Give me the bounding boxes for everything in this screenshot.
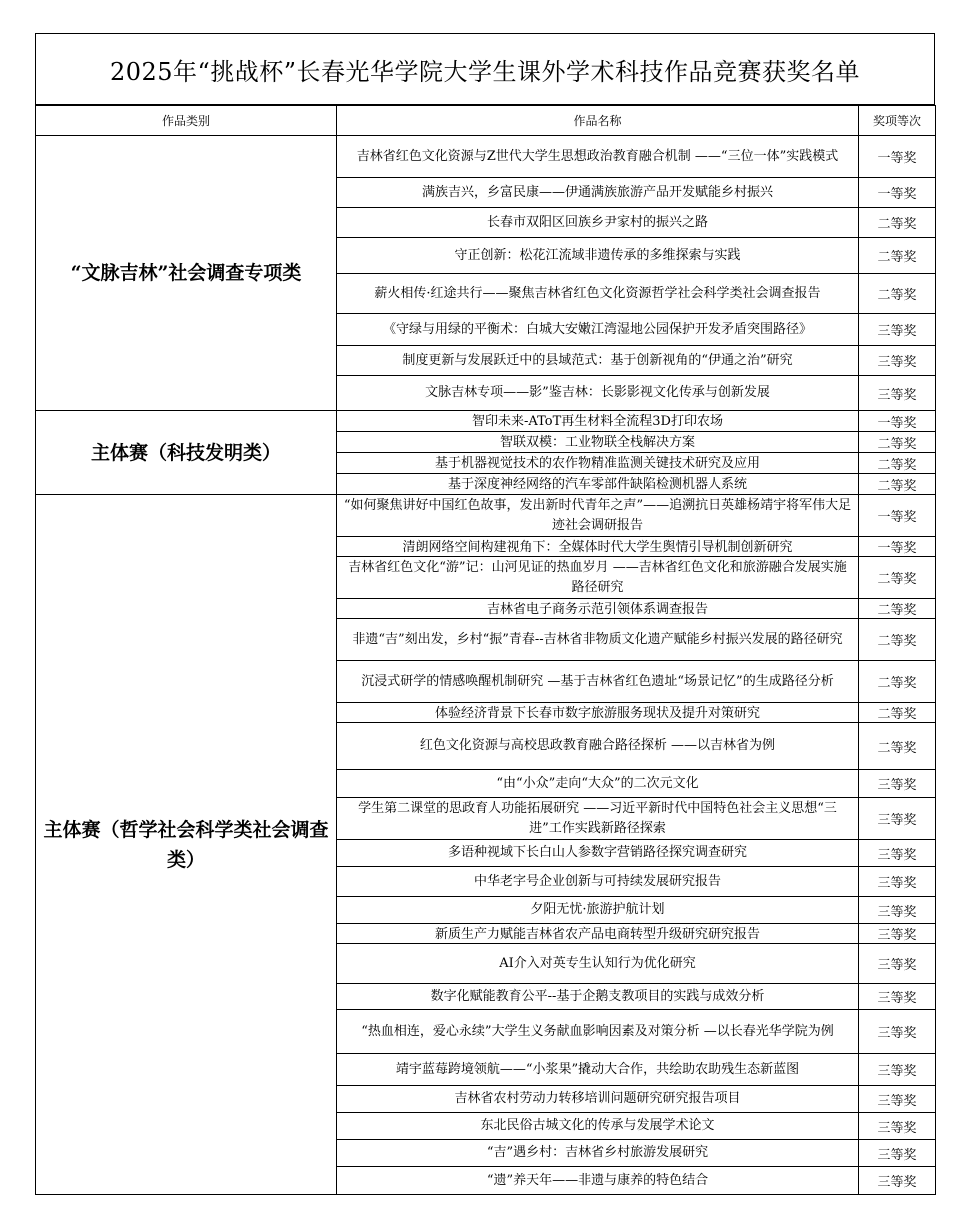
work-name-text: “如何聚焦讲好中国红色故事，发出新时代青年之声”——追溯抗日英雄杨靖宇将军伟大足迹社会调研报告 [343,497,852,533]
work-name-cell [337,432,859,453]
award-level-cell: 二等奖 [859,474,936,495]
award-level-cell: 三等奖 [859,924,936,944]
header-row [36,106,936,136]
award-level-cell: 三等奖 [859,944,936,984]
award-level-cell: 二等奖 [859,703,936,723]
table-row [36,411,936,432]
work-name-text: 东北民俗古城文化的传承与发展学术论文 [480,1118,715,1133]
work-name-text: 吉林省红色文化资源与Z世代大学生思想政治教育融合机制 ——“三位一体”实践模式 [356,148,839,164]
award-level-cell: 二等奖 [859,599,936,619]
award-level-cell: 二等奖 [859,661,936,703]
work-name-text: 长春市双阳区回族乡尹家村的振兴之路 [486,214,708,230]
award-table-body [36,136,936,1195]
award-list-sheet [35,33,935,1195]
work-name-text: 学生第二课堂的思政育人功能拓展研究 ——习近平新时代中国特色社会主义思想“三进”工作实践新路径探索 [358,800,837,836]
work-name-cell [337,274,859,314]
work-name-text: 多语种视域下长白山人参数字营销路径探究调查研究 [447,845,747,860]
work-name-cell [337,1113,859,1140]
work-name-cell [337,474,859,495]
award-level-cell: 三等奖 [859,770,936,798]
award-level-cell: 三等奖 [859,1086,936,1113]
award-level-cell: 三等奖 [859,1140,936,1167]
work-name-cell [337,897,859,924]
award-level-cell: 三等奖 [859,798,936,840]
work-name-cell [337,178,859,208]
work-name-text: 《守绿与用绿的平衡术：白城大安嫩江湾湿地公园保护开发矛盾突围路径》 [382,321,812,337]
award-level-cell: 二等奖 [859,208,936,238]
work-name-text: 新质生产力赋能吉林省农产品电商转型升级研究研究报告 [434,926,760,942]
work-name-cell [337,619,859,661]
award-level-cell: 三等奖 [859,840,936,867]
work-name-text: 数字化赋能教育公平--基于企鹅支教项目的实践与成效分析 [430,988,765,1004]
work-name-text: 红色文化资源与高校思政教育融合路径探析 ——以吉林省为例 [419,738,776,753]
header-category: 作品类别 [36,106,337,136]
work-name-text: “热血相连，爱心永续”大学生义务献血影响因素及对策分析 —以长春光华学院为例 [361,1023,834,1039]
header-work-name: 作品名称 [337,106,859,136]
award-level-cell: 三等奖 [859,376,936,411]
work-name-text: AI介入对英专生认知行为优化研究 [499,955,696,971]
work-name-text: 中华老字号企业创新与可持续发展研究报告 [473,873,721,889]
award-level-cell: 一等奖 [859,495,936,537]
work-name-cell [337,314,859,346]
category-cell: 主体赛（哲学社会科学类社会调查类） [36,495,337,1195]
work-name-text: 吉林省电子商务示范引领体系调查报告 [486,601,708,617]
award-level-cell: 二等奖 [859,238,936,274]
category-cell: “文脉吉林”社会调查专项类 [36,136,337,411]
work-name-text: 夕阳无忧·旅游护航计划 [530,902,665,917]
work-name-cell [337,1086,859,1113]
work-name-cell [337,557,859,599]
award-level-cell: 二等奖 [859,432,936,453]
award-level-cell: 三等奖 [859,1010,936,1054]
work-name-text: 非遗“吉”刻出发，乡村“振”青春--吉林省非物质文化遗产赋能乡村振兴发展的路径研究 [352,631,843,647]
award-table [35,105,936,1195]
work-name-text: 薪火相传·红途共行——聚焦吉林省红色文化资源哲学社会科学类社会调查报告 [374,285,821,301]
award-level-cell: 三等奖 [859,314,936,346]
work-name-cell [337,376,859,411]
award-level-cell: 二等奖 [859,453,936,474]
work-name-cell [337,661,859,703]
work-name-text: “遗”养天年——非遗与康养的特色结合 [486,1172,709,1188]
document-title: 2025年“挑战杯”长春光华学院大学生课外学术科技作品竞赛获奖名单 [35,33,935,105]
work-name-cell [337,723,859,770]
award-level-cell: 二等奖 [859,619,936,661]
award-level-cell: 三等奖 [859,984,936,1010]
award-level-cell: 一等奖 [859,178,936,208]
work-name-text: 基于机器视觉技术的农作物精准监测关键技术研究及应用 [434,455,760,471]
work-name-cell [337,453,859,474]
work-name-text: 吉林省红色文化“游”记：山河见证的热血岁月 ——吉林省红色文化和旅游融合发展实施路径研究 [348,559,847,595]
work-name-cell [337,1010,859,1054]
work-name-cell [337,599,859,619]
award-level-cell: 一等奖 [859,537,936,557]
work-name-text: 智联双模：工业物联全栈解决方案 [499,434,695,450]
work-name-cell [337,1054,859,1086]
work-name-text: “由“小众”走向“大众”的二次元文化 [496,775,699,791]
work-name-cell [337,867,859,897]
work-name-cell [337,924,859,944]
table-row [36,136,936,178]
work-name-cell [337,537,859,557]
work-name-text: 智印未来-AToT再生材料全流程3D打印农场 [472,413,723,429]
award-level-cell: 三等奖 [859,1113,936,1140]
award-level-cell: 三等奖 [859,897,936,924]
work-name-cell [337,770,859,798]
award-level-cell: 三等奖 [859,1167,936,1195]
work-name-cell [337,495,859,537]
award-level-cell: 三等奖 [859,867,936,897]
work-name-cell [337,798,859,840]
award-level-cell: 二等奖 [859,723,936,770]
award-level-cell: 二等奖 [859,557,936,599]
work-name-text: 制度更新与发展跃迁中的县域范式：基于创新视角的“伊通之治”研究 [402,352,793,368]
category-cell: 主体赛（科技发明类） [36,411,337,495]
award-level-cell: 二等奖 [859,274,936,314]
work-name-text: 清朗网络空间构建视角下：全媒体时代大学生舆情引导机制创新研究 [402,539,793,555]
work-name-cell [337,1167,859,1195]
work-name-text: “吉”遇乡村：吉林省乡村旅游发展研究 [486,1145,709,1160]
work-name-cell [337,703,859,723]
work-name-text: 满族吉兴，乡富民康——伊通满族旅游产品开发赋能乡村振兴 [421,184,773,200]
work-name-cell [337,208,859,238]
work-name-cell [337,840,859,867]
work-name-cell [337,411,859,432]
work-name-cell [337,238,859,274]
award-level-cell: 一等奖 [859,136,936,178]
work-name-cell [337,1140,859,1167]
work-name-cell [337,944,859,984]
work-name-text: 文脉吉林专项——影”鉴吉林：长影影视文化传承与创新发展 [425,385,770,400]
work-name-text: 基于深度神经网络的汽车零部件缺陷检测机器人系统 [447,476,747,492]
header-award-level: 奖项等次 [859,106,936,136]
work-name-text: 体验经济背景下长春市数字旅游服务现状及提升对策研究 [434,705,760,721]
work-name-text: 吉林省农村劳动力转移培训问题研究研究报告项目 [454,1091,741,1106]
work-name-text: 守正创新：松花江流域非遗传承的多维探索与实践 [454,247,741,263]
award-level-cell: 三等奖 [859,1054,936,1086]
work-name-cell [337,136,859,178]
award-level-cell: 一等奖 [859,411,936,432]
work-name-cell [337,346,859,376]
work-name-text: 沉浸式研学的情感唤醒机制研究 —基于吉林省红色遗址“场景记忆”的生成路径分析 [361,673,834,689]
work-name-cell [337,984,859,1010]
work-name-text: 靖宇蓝莓跨境领航——“小浆果”撬动大合作，共绘助农助残生态新蓝图 [395,1061,800,1077]
table-row [36,495,936,537]
award-level-cell: 三等奖 [859,346,936,376]
